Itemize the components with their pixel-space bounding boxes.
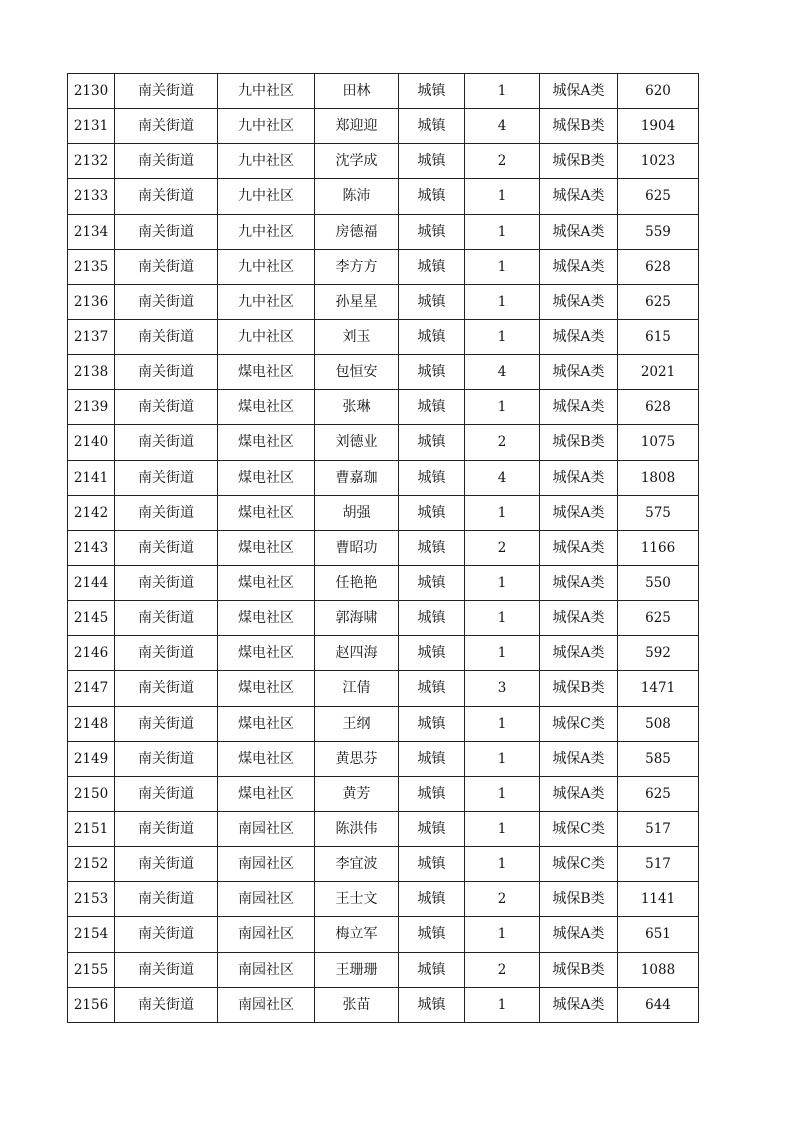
member-count-cell: 1 [465,390,540,425]
person-name-cell: 江倩 [315,671,399,706]
table-row [68,109,699,144]
person-name-cell: 郭海啸 [315,601,399,636]
insurance-category-cell: 城保B类 [540,144,618,179]
community-name-cell: 煤电社区 [218,601,315,636]
amount-cell: 1471 [618,671,699,706]
community-name-cell: 南园社区 [218,987,315,1022]
community-name-cell: 九中社区 [218,109,315,144]
table-row [68,144,699,179]
row-number-cell: 2151 [68,811,115,846]
community-name-cell: 南园社区 [218,882,315,917]
street-name-cell: 南关街道 [115,847,218,882]
table-row [68,249,699,284]
street-name-cell: 南关街道 [115,882,218,917]
person-name-cell: 曹嘉珈 [315,460,399,495]
person-name-cell: 陈沛 [315,179,399,214]
insurance-category-cell: 城保B类 [540,425,618,460]
household-type-cell: 城镇 [399,987,465,1022]
row-number-cell: 2145 [68,601,115,636]
amount-cell: 625 [618,179,699,214]
member-count-cell: 1 [465,74,540,109]
community-name-cell: 煤电社区 [218,776,315,811]
household-type-cell: 城镇 [399,214,465,249]
person-name-cell: 赵四海 [315,636,399,671]
street-name-cell: 南关街道 [115,917,218,952]
member-count-cell: 1 [465,776,540,811]
person-name-cell: 王士文 [315,882,399,917]
person-name-cell: 田林 [315,74,399,109]
row-number-cell: 2148 [68,706,115,741]
amount-cell: 1141 [618,882,699,917]
row-number-cell: 2143 [68,530,115,565]
insurance-category-cell: 城保A类 [540,319,618,354]
amount-cell: 625 [618,284,699,319]
member-count-cell: 2 [465,952,540,987]
street-name-cell: 南关街道 [115,284,218,319]
row-number-cell: 2139 [68,390,115,425]
community-name-cell: 南园社区 [218,952,315,987]
community-name-cell: 煤电社区 [218,530,315,565]
household-type-cell: 城镇 [399,601,465,636]
amount-cell: 559 [618,214,699,249]
household-type-cell: 城镇 [399,882,465,917]
insurance-category-cell: 城保A类 [540,460,618,495]
person-name-cell: 房德福 [315,214,399,249]
household-type-cell: 城镇 [399,530,465,565]
table-row [68,214,699,249]
street-name-cell: 南关街道 [115,495,218,530]
community-name-cell: 煤电社区 [218,671,315,706]
member-count-cell: 1 [465,214,540,249]
household-type-cell: 城镇 [399,74,465,109]
member-count-cell: 1 [465,636,540,671]
row-number-cell: 2153 [68,882,115,917]
community-name-cell: 煤电社区 [218,706,315,741]
table-body [68,74,699,1023]
table-row [68,741,699,776]
insurance-category-cell: 城保B类 [540,882,618,917]
person-name-cell: 曹昭功 [315,530,399,565]
household-type-cell: 城镇 [399,355,465,390]
amount-cell: 592 [618,636,699,671]
community-name-cell: 九中社区 [218,319,315,354]
street-name-cell: 南关街道 [115,741,218,776]
amount-cell: 628 [618,249,699,284]
insurance-category-cell: 城保B类 [540,109,618,144]
row-number-cell: 2137 [68,319,115,354]
member-count-cell: 1 [465,179,540,214]
street-name-cell: 南关街道 [115,74,218,109]
household-type-cell: 城镇 [399,565,465,600]
row-number-cell: 2144 [68,565,115,600]
amount-cell: 517 [618,847,699,882]
member-count-cell: 1 [465,249,540,284]
records-table [67,73,699,1023]
insurance-category-cell: 城保A类 [540,917,618,952]
table-row [68,987,699,1022]
street-name-cell: 南关街道 [115,460,218,495]
person-name-cell: 张琳 [315,390,399,425]
household-type-cell: 城镇 [399,144,465,179]
member-count-cell: 1 [465,601,540,636]
street-name-cell: 南关街道 [115,319,218,354]
member-count-cell: 2 [465,425,540,460]
household-type-cell: 城镇 [399,249,465,284]
table-row [68,811,699,846]
member-count-cell: 1 [465,741,540,776]
table-row [68,284,699,319]
insurance-category-cell: 城保A类 [540,530,618,565]
person-name-cell: 梅立军 [315,917,399,952]
member-count-cell: 1 [465,706,540,741]
table-row [68,882,699,917]
amount-cell: 550 [618,565,699,600]
member-count-cell: 1 [465,284,540,319]
street-name-cell: 南关街道 [115,425,218,460]
row-number-cell: 2136 [68,284,115,319]
community-name-cell: 煤电社区 [218,495,315,530]
row-number-cell: 2135 [68,249,115,284]
amount-cell: 1166 [618,530,699,565]
row-number-cell: 2150 [68,776,115,811]
row-number-cell: 2156 [68,987,115,1022]
person-name-cell: 刘玉 [315,319,399,354]
community-name-cell: 九中社区 [218,144,315,179]
member-count-cell: 1 [465,565,540,600]
street-name-cell: 南关街道 [115,249,218,284]
amount-cell: 1088 [618,952,699,987]
insurance-category-cell: 城保A类 [540,284,618,319]
street-name-cell: 南关街道 [115,811,218,846]
member-count-cell: 4 [465,109,540,144]
household-type-cell: 城镇 [399,917,465,952]
person-name-cell: 黄芳 [315,776,399,811]
community-name-cell: 煤电社区 [218,390,315,425]
table-row [68,847,699,882]
member-count-cell: 1 [465,811,540,846]
community-name-cell: 九中社区 [218,249,315,284]
table-row [68,636,699,671]
street-name-cell: 南关街道 [115,144,218,179]
row-number-cell: 2138 [68,355,115,390]
amount-cell: 508 [618,706,699,741]
household-type-cell: 城镇 [399,952,465,987]
household-type-cell: 城镇 [399,811,465,846]
amount-cell: 620 [618,74,699,109]
person-name-cell: 王珊珊 [315,952,399,987]
person-name-cell: 李宜波 [315,847,399,882]
household-type-cell: 城镇 [399,706,465,741]
community-name-cell: 九中社区 [218,284,315,319]
community-name-cell: 九中社区 [218,214,315,249]
street-name-cell: 南关街道 [115,776,218,811]
row-number-cell: 2155 [68,952,115,987]
row-number-cell: 2131 [68,109,115,144]
person-name-cell: 陈洪伟 [315,811,399,846]
street-name-cell: 南关街道 [115,636,218,671]
table-row [68,425,699,460]
amount-cell: 625 [618,776,699,811]
insurance-category-cell: 城保B类 [540,952,618,987]
community-name-cell: 南园社区 [218,847,315,882]
community-name-cell: 煤电社区 [218,355,315,390]
member-count-cell: 2 [465,144,540,179]
member-count-cell: 1 [465,987,540,1022]
row-number-cell: 2147 [68,671,115,706]
insurance-category-cell: 城保C类 [540,811,618,846]
row-number-cell: 2152 [68,847,115,882]
person-name-cell: 任艳艳 [315,565,399,600]
household-type-cell: 城镇 [399,109,465,144]
row-number-cell: 2154 [68,917,115,952]
amount-cell: 585 [618,741,699,776]
amount-cell: 1808 [618,460,699,495]
table-row [68,179,699,214]
community-name-cell: 煤电社区 [218,460,315,495]
amount-cell: 1023 [618,144,699,179]
member-count-cell: 4 [465,460,540,495]
person-name-cell: 刘德业 [315,425,399,460]
person-name-cell: 沈学成 [315,144,399,179]
community-name-cell: 煤电社区 [218,636,315,671]
street-name-cell: 南关街道 [115,952,218,987]
community-name-cell: 南园社区 [218,811,315,846]
street-name-cell: 南关街道 [115,530,218,565]
table-row [68,917,699,952]
insurance-category-cell: 城保A类 [540,776,618,811]
person-name-cell: 黄思芬 [315,741,399,776]
household-type-cell: 城镇 [399,319,465,354]
table-row [68,776,699,811]
insurance-category-cell: 城保A类 [540,249,618,284]
household-type-cell: 城镇 [399,425,465,460]
person-name-cell: 郑迎迎 [315,109,399,144]
street-name-cell: 南关街道 [115,109,218,144]
table-row [68,565,699,600]
table-row [68,390,699,425]
street-name-cell: 南关街道 [115,355,218,390]
household-type-cell: 城镇 [399,179,465,214]
insurance-category-cell: 城保A类 [540,74,618,109]
insurance-category-cell: 城保A类 [540,214,618,249]
insurance-category-cell: 城保A类 [540,741,618,776]
member-count-cell: 1 [465,319,540,354]
member-count-cell: 4 [465,355,540,390]
person-name-cell: 孙星星 [315,284,399,319]
person-name-cell: 包恒安 [315,355,399,390]
household-type-cell: 城镇 [399,460,465,495]
row-number-cell: 2134 [68,214,115,249]
table-row [68,319,699,354]
person-name-cell: 胡强 [315,495,399,530]
member-count-cell: 3 [465,671,540,706]
amount-cell: 2021 [618,355,699,390]
insurance-category-cell: 城保C类 [540,706,618,741]
household-type-cell: 城镇 [399,284,465,319]
person-name-cell: 张苗 [315,987,399,1022]
table-row [68,952,699,987]
table-row [68,706,699,741]
street-name-cell: 南关街道 [115,671,218,706]
member-count-cell: 1 [465,917,540,952]
amount-cell: 625 [618,601,699,636]
amount-cell: 1075 [618,425,699,460]
household-type-cell: 城镇 [399,741,465,776]
street-name-cell: 南关街道 [115,179,218,214]
table-row [68,355,699,390]
street-name-cell: 南关街道 [115,987,218,1022]
insurance-category-cell: 城保A类 [540,179,618,214]
row-number-cell: 2130 [68,74,115,109]
community-name-cell: 南园社区 [218,917,315,952]
community-name-cell: 九中社区 [218,179,315,214]
community-name-cell: 煤电社区 [218,741,315,776]
row-number-cell: 2146 [68,636,115,671]
street-name-cell: 南关街道 [115,601,218,636]
insurance-category-cell: 城保A类 [540,495,618,530]
insurance-category-cell: 城保A类 [540,565,618,600]
insurance-category-cell: 城保C类 [540,847,618,882]
community-name-cell: 煤电社区 [218,565,315,600]
household-type-cell: 城镇 [399,847,465,882]
insurance-category-cell: 城保A类 [540,355,618,390]
amount-cell: 1904 [618,109,699,144]
household-type-cell: 城镇 [399,495,465,530]
household-type-cell: 城镇 [399,390,465,425]
table-row [68,671,699,706]
person-name-cell: 王纲 [315,706,399,741]
insurance-category-cell: 城保B类 [540,671,618,706]
community-name-cell: 九中社区 [218,74,315,109]
member-count-cell: 2 [465,882,540,917]
community-name-cell: 煤电社区 [218,425,315,460]
member-count-cell: 1 [465,495,540,530]
member-count-cell: 2 [465,530,540,565]
amount-cell: 644 [618,987,699,1022]
row-number-cell: 2141 [68,460,115,495]
table-row [68,530,699,565]
table-row [68,460,699,495]
table-row [68,74,699,109]
row-number-cell: 2132 [68,144,115,179]
insurance-category-cell: 城保A类 [540,601,618,636]
amount-cell: 517 [618,811,699,846]
street-name-cell: 南关街道 [115,214,218,249]
amount-cell: 628 [618,390,699,425]
row-number-cell: 2133 [68,179,115,214]
table-row [68,601,699,636]
street-name-cell: 南关街道 [115,390,218,425]
row-number-cell: 2142 [68,495,115,530]
household-type-cell: 城镇 [399,776,465,811]
street-name-cell: 南关街道 [115,706,218,741]
amount-cell: 651 [618,917,699,952]
amount-cell: 615 [618,319,699,354]
insurance-category-cell: 城保A类 [540,987,618,1022]
street-name-cell: 南关街道 [115,565,218,600]
amount-cell: 575 [618,495,699,530]
row-number-cell: 2140 [68,425,115,460]
row-number-cell: 2149 [68,741,115,776]
household-type-cell: 城镇 [399,636,465,671]
table-row [68,495,699,530]
insurance-category-cell: 城保A类 [540,390,618,425]
member-count-cell: 1 [465,847,540,882]
insurance-category-cell: 城保A类 [540,636,618,671]
household-type-cell: 城镇 [399,671,465,706]
person-name-cell: 李方方 [315,249,399,284]
